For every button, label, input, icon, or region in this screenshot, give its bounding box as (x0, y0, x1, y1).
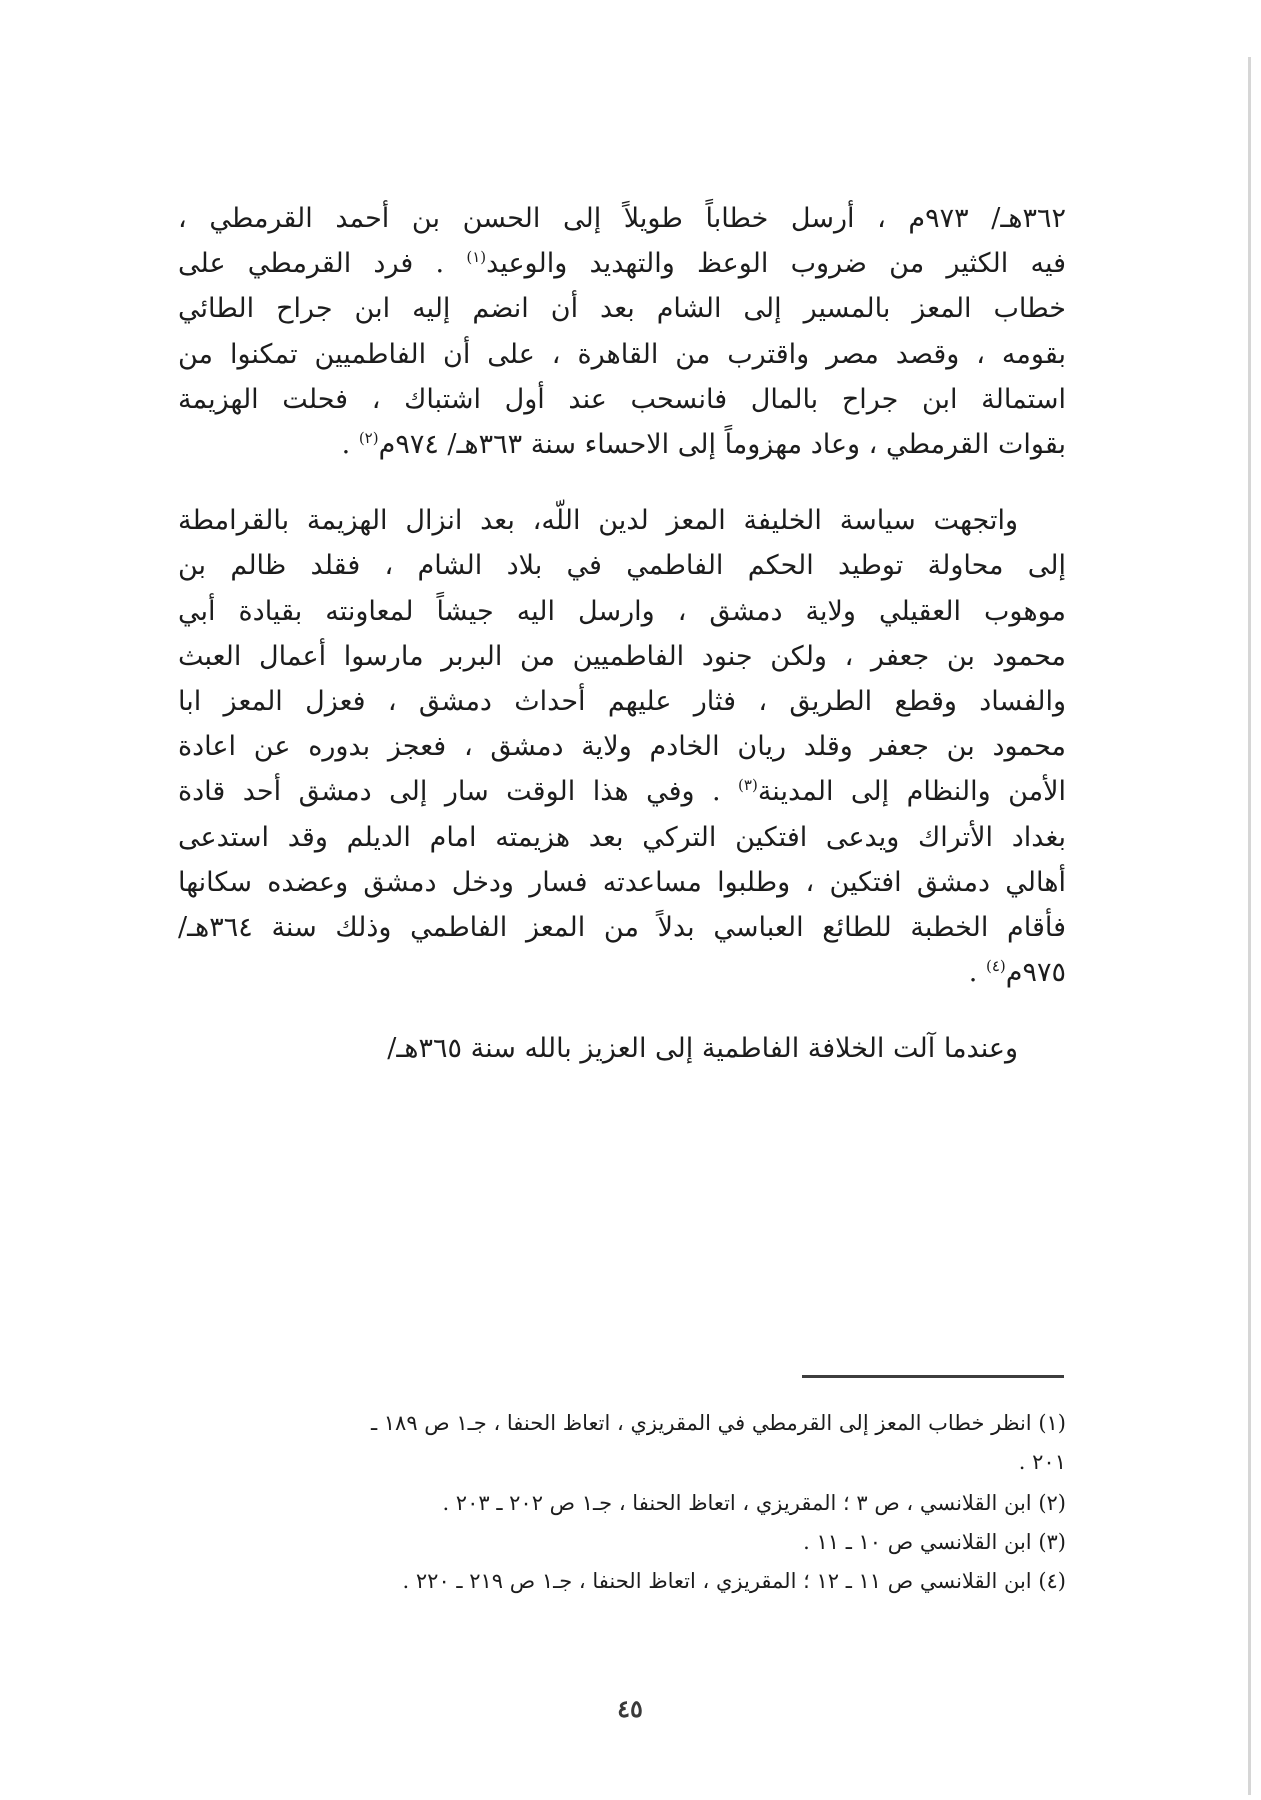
text-line: محمود بن جعفر ، ولكن جنود الفاطميين من البربر مارسوا أعمال العبث (178, 640, 1066, 672)
text-line: فأقام الخطبة للطائع العباسي بدلاً من المعز الفاطمي وذلك سنة ٣٦٤هـ/ (178, 912, 1066, 944)
text-line (178, 769, 1066, 814)
text-fragment: فيه الكثير من ضروب الوعظ والتهديد والوعيد (486, 248, 1066, 280)
text-fragment: بقوات القرمطي ، وعاد مهزوماً إلى الاحساء سنة ٣٦٣هـ/ ٩٧٤م (378, 429, 1066, 461)
footnote-separator (802, 1375, 1064, 1378)
text-line: بقومه ، وقصد مصر واقترب من القاهرة ، على أن الفاطميين تمكنوا من (178, 338, 1066, 370)
text-line: والفساد وقطع الطريق ، فثار عليهم أحداث دمشق ، فعزل المعز ابا (178, 686, 1066, 718)
footnote-line: (١) انظر خطاب المعز إلى القرمطي في المقريزي ، اتعاظ الحنفا ، جـ١ ص ١٨٩ ـ (370, 1411, 1066, 1435)
text-fragment: . وفي هذا الوقت سار إلى دمشق أحد قادة (178, 776, 721, 808)
paragraph-gap (178, 995, 1066, 1026)
footnote-line: (٣) ابن القلانسي ص ١٠ ـ ١١ . (803, 1530, 1066, 1554)
paragraph-1 (178, 196, 1066, 467)
footnote-line: ٢٠١ . (1018, 1450, 1066, 1474)
text-line: واتجهت سياسة الخليفة المعز لدين اللّه، بعد انزال الهزيمة بالقرامطة (178, 505, 1018, 537)
main-text (178, 196, 1066, 1072)
paragraph-2 (178, 498, 1066, 995)
paragraph-3 (178, 1026, 1066, 1071)
text-line: موهوب العقيلي ولاية دمشق ، وارسل اليه جيشاً لمعاونته بقيادة أبي (178, 595, 1066, 627)
text-fragment: ٩٧٥م (1005, 957, 1066, 989)
text-line: استمالة ابن جراح بالمال فانسحب عند أول اشتباك ، فحلت الهزيمة (178, 383, 1066, 415)
page-edge-line (1248, 57, 1251, 1795)
footnote-line: (٢) ابن القلانسي ، ص ٣ ؛ المقريزي ، اتعاظ الحنفا ، جـ١ ص ٢٠٢ ـ ٢٠٣ . (442, 1491, 1066, 1515)
text-line: وعندما آلت الخلافة الفاطمية إلى العزيز بالله سنة ٣٦٥هـ/ (387, 1033, 1018, 1065)
footnote-2 (206, 1486, 1066, 1521)
footnote-1 (206, 1404, 1066, 1482)
text-fragment: . (968, 957, 978, 989)
text-line (178, 241, 1066, 286)
page-number: ٤٥ (617, 1694, 643, 1723)
text-fragment: . (341, 429, 351, 461)
text-line: بغداد الأتراك ويدعى افتكين التركي بعد هزيمته امام الديلم وقد استدعى (178, 821, 1066, 853)
text-fragment: الأمن والنظام إلى المدينة (757, 776, 1066, 808)
text-line: إلى محاولة توطيد الحكم الفاطمي في بلاد الشام ، فقلد ظالم بن (178, 550, 1066, 582)
footnote-ref-1[interactable]: (١) (466, 248, 487, 267)
text-line (178, 950, 1066, 995)
text-line: ٣٦٢هـ/ ٩٧٣م ، أرسل خطاباً طويلاً إلى الحسن بن أحمد القرمطي ، (178, 203, 1067, 234)
footnote-3 (206, 1525, 1066, 1560)
footnote-ref-3[interactable]: (٣) (738, 776, 758, 795)
text-line: أهالي دمشق افتكين ، وطلبوا مساعدته فسار ودخل دمشق وعضده سكانها (178, 866, 1066, 898)
paragraph-gap (178, 467, 1066, 498)
text-line: خطاب المعز بالمسير إلى الشام بعد أن انضم إليه ابن جراح الطائي (178, 293, 1066, 325)
footnote-ref-4[interactable]: (٤) (985, 957, 1006, 976)
footnote-4 (206, 1564, 1066, 1599)
text-line (178, 422, 1066, 467)
footnote-ref-2[interactable]: (٢) (358, 429, 379, 448)
footnotes (206, 1404, 1066, 1603)
footnote-line: (٤) ابن القلانسي ص ١١ ـ ١٢ ؛ المقريزي ، اتعاظ الحنفا ، جـ١ ص ٢١٩ ـ ٢٢٠ . (402, 1569, 1066, 1593)
text-fragment: . فرد القرمطي على (178, 248, 445, 280)
text-line: محمود بن جعفر وقلد ريان الخادم ولاية دمشق ، فعجز بدوره عن اعادة (178, 731, 1066, 763)
